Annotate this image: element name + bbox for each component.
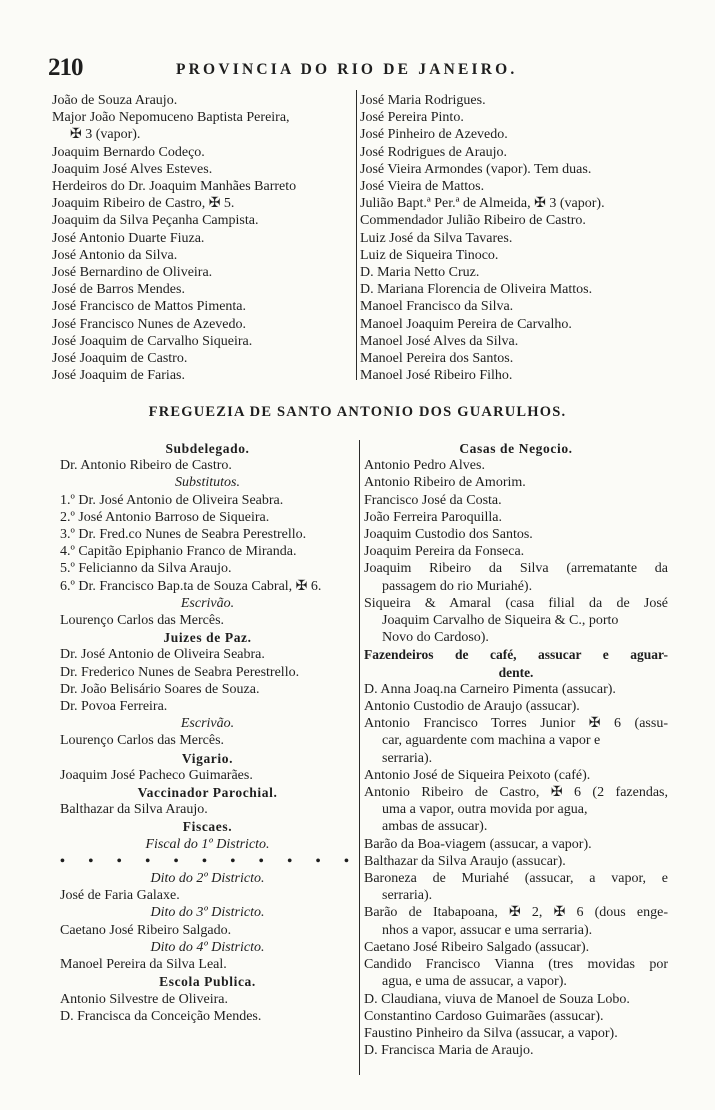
fazendeiro-entry [364,698,668,715]
casas-heading: Casas de Negocio. [459,441,573,456]
fazendeiro-entry-line: D. Claudiana, viuva de Manoel de Souza Lobo. [364,991,630,1007]
casa-item: Antonio Pedro Alves. [364,458,485,474]
fazendeiros-list [364,681,668,1059]
list-item: ✠ 3 (vapor). [70,127,141,143]
casas-list [364,457,668,560]
juiz-item: Dr. Frederico Nunes de Seabra Perestrello. [60,664,300,680]
fazendeiros-heading-line: dente. [498,664,534,680]
list-item: José Antonio da Silva. [52,247,178,263]
list-item: João de Souza Araujo. [52,93,178,108]
fazendeiro-entry [364,853,668,870]
vacinador-heading: Vaccinador Parochial. [137,785,278,801]
fazendeiro-entry-line: Barão de Itabapoana, ✠ 2, ✠ 6 (dous enge- [364,905,668,921]
fazendeiros-heading-line: Fazendeiros de café, assucar e aguar- [364,647,668,663]
list-item: José Vieira Armondes (vapor). Tem duas. [360,161,592,177]
fazendeiro-entry-line: Barão da Boa-viagem (assucar, a vapor). [364,836,592,852]
list-item: Commendador Julião Ribeiro de Castro. [360,213,586,229]
top-list-right [360,92,670,384]
juiz-item: Dr. Povoa Ferreira. [60,699,168,715]
substituto-item: 6.º Dr. Francisco Bap.ta de Souza Cabral, ✠ 6. [60,578,322,594]
fiscal3-heading: Dito do 3º Districto. [150,905,265,921]
substituto-item: 2.º José Antonio Barroso de Siqueira. [60,509,270,525]
casa-entry-line: Novo do Cardoso). [382,630,489,646]
fazendeiro-entry [364,870,668,904]
fiscal1-heading: Fiscal do 1º Districto. [145,836,270,852]
casa-item: Joaquim Pereira da Fonseca. [364,544,525,560]
fazendeiro-entry-line: nhos a vapor, assucar e uma serraria). [382,922,593,938]
fazendeiro-entry-line: Antonio Francisco Torres Junior ✠ 6 (assu- [364,716,668,732]
list-item: José Francisco Nunes de Azevedo. [52,316,247,332]
list-item: Joaquim da Silva Peçanha Campista. [52,213,259,229]
fiscal2-heading: Dito do 2º Districto. [150,871,265,887]
list-item: D. Mariana Florencia de Oliveira Mattos. [360,282,593,298]
column-divider-top [356,90,357,380]
escrivao-name: Lourenço Carlos das Mercês. [60,613,225,629]
fazendeiro-entry-line: Antonio Ribeiro de Castro, ✠ 6 (2 fazendas, [364,785,668,801]
list-item: Herdeiros do Dr. Joaquim Manhães Barreto [52,179,297,195]
fazendeiro-entry-line: serraria). [382,888,433,904]
escola-heading: Escola Publica. [159,974,256,990]
fazendeiro-entry [364,956,668,990]
substituto-item: 4.º Capitão Epiphanio Franco de Miranda. [60,544,297,560]
fazendeiro-entry-line: uma a vapor, outra movida por agua, [382,802,588,818]
fiscal1-dots: • • • • • • • • • • • [60,853,359,869]
substitutos-heading: Substitutos. [175,475,240,491]
fiscal3-name: Caetano José Ribeiro Salgado. [60,922,232,938]
list-item: Luiz José da Silva Tavares. [360,230,513,246]
list-item: Manoel Joaquim Pereira de Carvalho. [360,316,572,332]
fazendeiro-entry [364,939,668,956]
fazendeiro-entry-line: ambas de assucar). [382,819,488,835]
list-item: José Bernardino de Oliveira. [52,265,213,281]
substitutos-list [60,492,355,595]
fiscal2-name: José de Faria Galaxe. [60,888,180,904]
fazendeiro-entry-line: Faustino Pinheiro da Silva (assucar, a vapor). [364,1025,618,1041]
fiscal4-name: Manoel Pereira da Silva Leal. [60,957,227,973]
fazendeiro-entry [364,784,668,836]
list-item: José Pereira Pinto. [360,110,464,126]
fazendeiro-entry-line: agua, e uma de assucar, a vapor). [382,974,567,990]
juizes-heading: Juizes de Paz. [163,630,252,646]
casa-entry [364,560,668,594]
casa-entry-line: passagem do rio Muriahé). [382,578,533,594]
escrivao2-heading: Escrivão. [180,716,235,732]
list-item: José de Barros Mendes. [52,282,185,298]
fazendeiro-entry-line: D. Francisca Maria de Araujo. [364,1043,534,1059]
vigario-name: Joaquim José Pacheco Guimarães. [60,767,253,783]
escrivao2-name: Lourenço Carlos das Mercês. [60,733,225,749]
fazendeiro-entry [364,767,668,784]
juiz-item: Dr. João Belisário Soares de Souza. [60,681,260,697]
list-item: Manoel Francisco da Silva. [360,299,514,315]
list-item: José Pinheiro de Azevedo. [360,127,508,143]
fazendeiro-entry-line: Constantino Cardoso Guimarães (assucar). [364,1008,604,1024]
list-item: Joaquim Bernardo Codeço. [52,144,205,160]
fazendeiro-entry [364,1008,668,1025]
fazendeiro-entry-line: D. Anna Joaq.na Carneiro Pimenta (assucar). [364,681,616,697]
fazendeiro-entry [364,1042,668,1059]
fazendeiro-entry [364,904,668,938]
list-item: José Francisco de Mattos Pimenta. [52,299,247,315]
list-item: Manoel Pereira dos Santos. [360,351,514,367]
casa-entry [364,595,668,647]
juizes-list [60,646,355,715]
escrivao-heading: Escrivão. [180,595,235,611]
subdelegado-heading: Subdelegado. [165,441,250,456]
list-item: José Joaquim de Castro. [52,351,188,367]
vigario-heading: Vigario. [181,750,234,766]
list-item: José Vieira de Mattos. [360,179,485,195]
vacinador-name: Balthazar da Silva Araujo. [60,802,208,818]
fazendeiros-heading [364,646,668,680]
list-item: José Antonio Duarte Fiuza. [52,230,205,246]
casa-item: Joaquim Custodio dos Santos. [364,527,533,543]
top-list-left [52,92,352,384]
list-item: D. Maria Netto Cruz. [360,265,480,281]
list-item: Luiz de Siqueira Tinoco. [360,247,499,263]
escola-list [60,991,355,1025]
fazendeiro-entry-line: Balthazar da Silva Araujo (assucar). [364,853,566,869]
fazendeiro-entry [364,715,668,767]
list-item: José Rodrigues de Araujo. [360,144,507,160]
fazendeiro-entry [364,1025,668,1042]
page-header [48,54,668,84]
casa-item: João Ferreira Paroquilla. [364,509,503,525]
juiz-item: Dr. José Antonio de Oliveira Seabra. [60,647,265,663]
fazendeiro-entry-line: Baroneza de Muriahé (assucar, a vapor, e [364,871,668,887]
list-item: Major João Nepomuceno Baptista Pereira, [52,110,290,126]
list-item: Joaquim José Alves Esteves. [52,161,213,177]
fiscaes-heading: Fiscaes. [182,819,233,835]
casa-entry-line: Joaquim Carvalho de Siqueira & C., porto [382,613,619,629]
fazendeiro-entry [364,681,668,698]
list-item: Manoel José Alves da Silva. [360,333,519,349]
casas-multi-list [364,560,668,646]
casa-item: Antonio Ribeiro de Amorim. [364,475,526,491]
casa-item: Francisco José da Costa. [364,492,502,508]
fazendeiro-entry-line: Antonio José de Siqueira Peixoto (café). [364,767,591,783]
list-item: Julião Bapt.ª Per.ª de Almeida, ✠ 3 (vapor). [360,196,605,212]
fazendeiro-entry-line: serraria). [382,750,433,766]
escola-item: Antonio Silvestre de Oliveira. [60,991,228,1007]
escola-item: D. Francisca da Conceição Mendes. [60,1008,262,1024]
substituto-item: 5.º Felicianno da Silva Araujo. [60,561,232,577]
list-item: José Maria Rodrigues. [360,93,486,108]
column-divider-bottom [359,440,360,1075]
casa-entry-line: Joaquim Ribeiro da Silva (arrematante da [364,561,668,577]
subdelegado-name: Dr. Antonio Ribeiro de Castro. [60,458,232,474]
right-column [364,440,668,1059]
list-item: José Joaquim de Farias. [52,368,185,384]
running-title: PROVINCIA DO RIO DE JANEIRO. [176,61,518,78]
list-item: Manoel José Ribeiro Filho. [360,368,513,384]
substituto-item: 1.º Dr. José Antonio de Oliveira Seabra. [60,492,284,508]
page-number: 210 [48,54,83,81]
fiscal4-heading: Dito do 4º Districto. [150,939,265,955]
left-column [60,440,359,1025]
substituto-item: 3.º Dr. Fred.co Nunes de Seabra Perestrello. [60,527,307,543]
fazendeiro-entry [364,836,668,853]
section-title: FREGUEZIA DE SANTO ANTONIO DOS GUARULHOS. [148,404,567,420]
list-item: Joaquim Ribeiro de Castro, ✠ 5. [52,196,235,212]
fazendeiro-entry-line: Caetano José Ribeiro Salgado (assucar). [364,939,590,955]
fazendeiro-entry [364,991,668,1008]
fazendeiro-entry-line: Antonio Custodio de Araujo (assucar). [364,699,580,715]
list-item: José Joaquim de Carvalho Siqueira. [52,333,253,349]
fazendeiro-entry-line: car, aguardente com machina a vapor e [382,733,601,749]
casa-entry-line: Siqueira & Amaral (casa filial da de José [364,595,668,611]
fazendeiro-entry-line: Candido Francisco Vianna (tres movidas por [364,957,668,973]
